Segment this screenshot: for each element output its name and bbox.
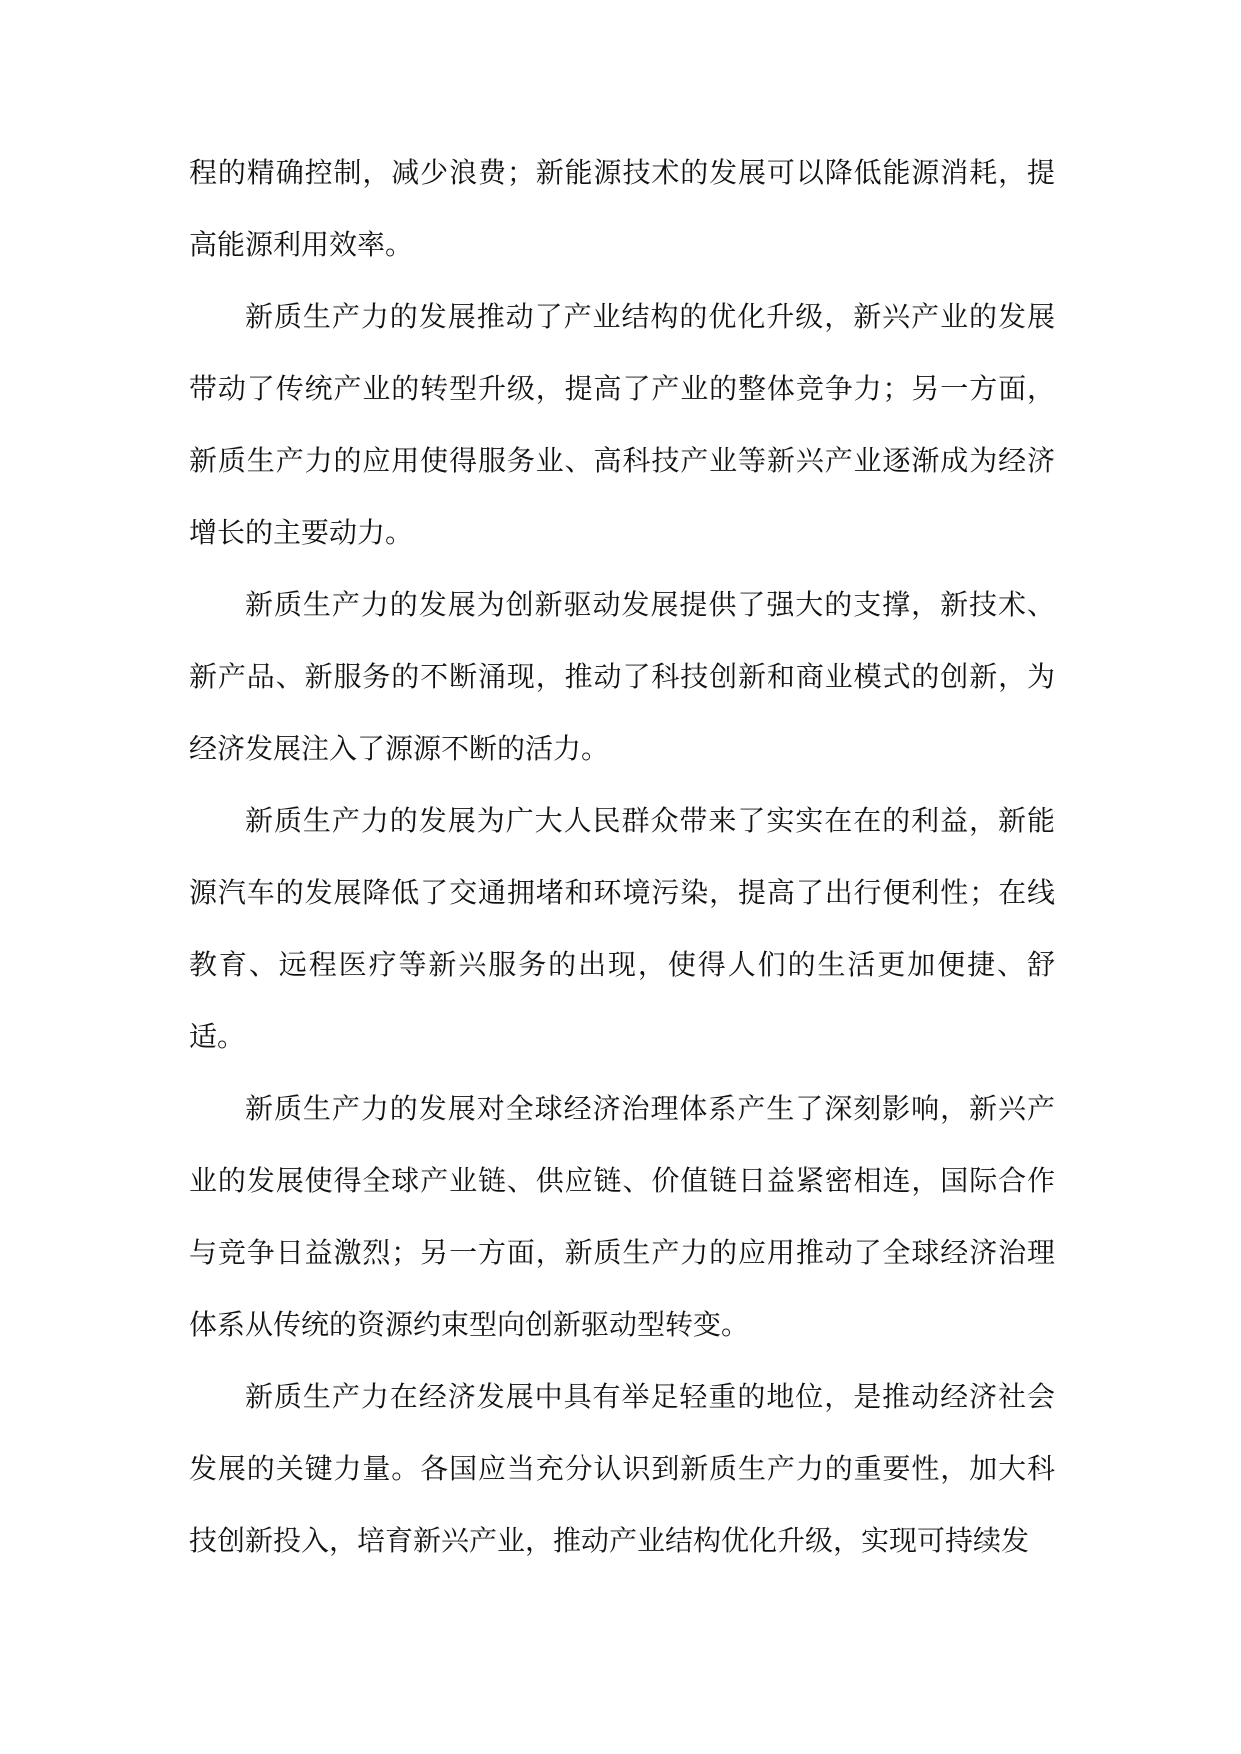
paragraph-continuation: 程的精确控制，减少浪费；新能源技术的发展可以降低能源消耗，提高能源利用效率。 bbox=[189, 156, 1055, 261]
paragraph-public-benefit: 新质生产力的发展为广大人民群众带来了实实在在的利益，新能源汽车的发展降低了交通拥堵和环境污染，提高了出行便利性；在线教育、远程医疗等新兴服务的出现，使得人们的生活更加便捷、舒适。 bbox=[189, 804, 1055, 1053]
document-body bbox=[189, 137, 1055, 1577]
paragraph-industrial-upgrade: 新质生产力的发展推动了产业结构的优化升级，新兴产业的发展带动了传统产业的转型升级，提高了产业的整体竞争力；另一方面，新质生产力的应用使得服务业、高科技产业等新兴产业逐渐成为经济增长的主要动力。 bbox=[189, 300, 1055, 549]
paragraph-global-governance: 新质生产力的发展对全球经济治理体系产生了深刻影响，新兴产业的发展使得全球产业链、供应链、价值链日益紧密相连，国际合作与竞争日益激烈；另一方面，新质生产力的应用推动了全球经济治理体系从传统的资源约束型向创新驱动型转变。 bbox=[189, 1092, 1055, 1341]
paragraph-innovation-driven: 新质生产力的发展为创新驱动发展提供了强大的支撑，新技术、新产品、新服务的不断涌现，推动了科技创新和商业模式的创新，为经济发展注入了源源不断的活力。 bbox=[189, 588, 1055, 765]
paragraph-conclusion: 新质生产力在经济发展中具有举足轻重的地位，是推动经济社会发展的关键力量。各国应当充分认识到新质生产力的重要性，加大科技创新投入，培育新兴产业，推动产业结构优化升级，实现可持续发 bbox=[189, 1380, 1055, 1557]
